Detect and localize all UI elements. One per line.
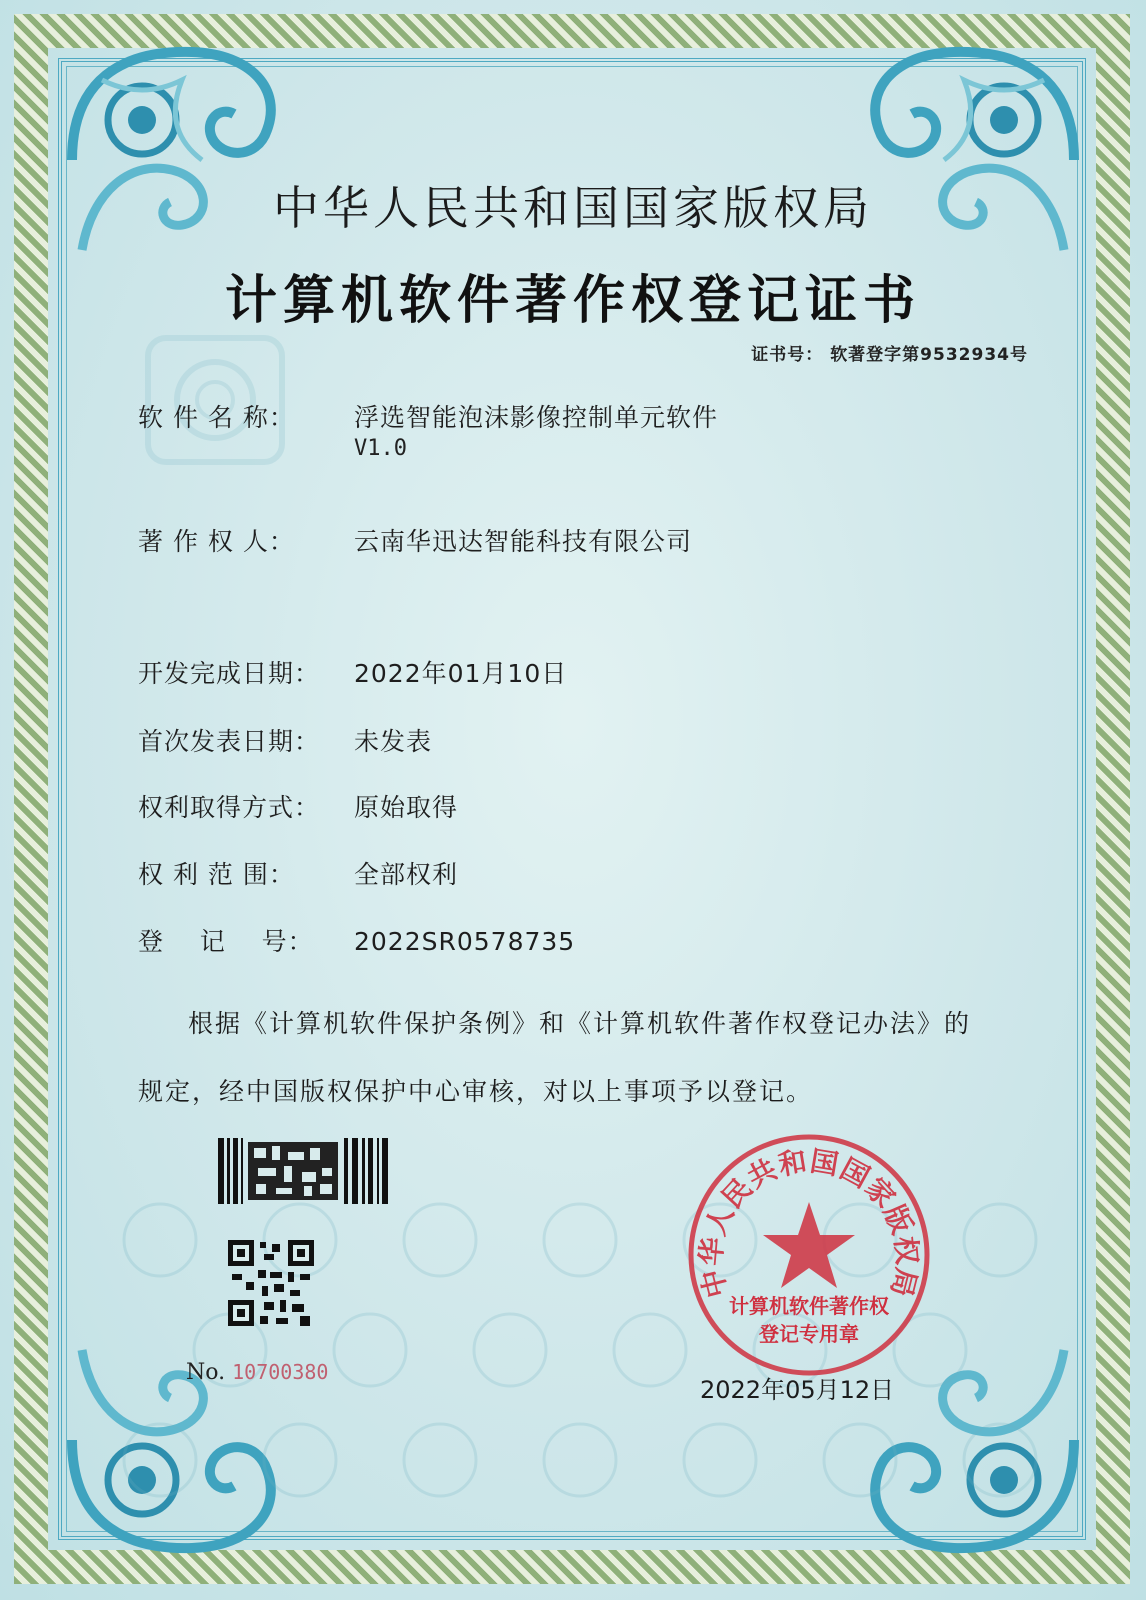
statement-line-1: 根据《计算机软件保护条例》和《计算机软件著作权登记办法》的 <box>188 1009 972 1038</box>
field-completion-date <box>138 654 567 690</box>
issue-date: 2022年05月12日 <box>700 1376 895 1404</box>
field-rights-scope <box>138 855 458 891</box>
certificate-number <box>751 340 1028 365</box>
field-value: 云南华迅达智能科技有限公司 <box>354 527 693 556</box>
field-acquisition-method <box>138 788 458 824</box>
seal-line-2: 登记专用章 <box>759 1322 859 1346</box>
qr-code-icon <box>228 1240 314 1326</box>
field-value: 未发表 <box>354 727 433 756</box>
field-publication-date <box>138 722 432 758</box>
field-label: 首次发表日期： <box>138 727 321 756</box>
field-software-name <box>138 398 718 434</box>
field-label: 著 作 权 人： <box>138 527 295 556</box>
certificate-number-label: 证书号： <box>751 345 824 365</box>
statement-line-2: 规定，经中国版权保护中心审核，对以上事项予以登记。 <box>138 1077 814 1106</box>
field-copyright-owner <box>138 522 692 558</box>
field-label: 权 利 范 围： <box>138 860 295 889</box>
field-label: 权利取得方式： <box>138 793 321 822</box>
serial-number <box>186 1360 328 1385</box>
barcode-icon <box>218 1138 388 1204</box>
field-value: 2022SR0578735 <box>354 927 576 956</box>
field-label: 软 件 名 称： <box>138 403 295 432</box>
certificate-number-value: 软著登字第9532934号 <box>830 345 1028 365</box>
certificate-title: 计算机软件著作权登记证书 <box>224 270 921 331</box>
field-value: 全部权利 <box>354 860 459 889</box>
seal-star-icon <box>763 1202 855 1288</box>
field-value: 浮选智能泡沫影像控制单元软件 <box>354 403 719 432</box>
field-value: 原始取得 <box>354 793 459 822</box>
seal-line-1: 计算机软件著作权 <box>729 1294 889 1318</box>
software-version: V1.0 <box>354 436 407 461</box>
serial-prefix: No. <box>186 1360 226 1385</box>
seal-arc-text: 中华人民共和国国家版权局 <box>694 1144 924 1301</box>
field-value: 2022年01月10日 <box>354 659 568 688</box>
serial-value: 10700380 <box>232 1360 329 1384</box>
field-label: 登 记 号： <box>138 927 314 956</box>
official-seal <box>686 1132 932 1378</box>
issuing-authority: 中华人民共和国国家版权局 <box>273 181 873 235</box>
field-registration-number <box>138 922 575 958</box>
field-label: 开发完成日期： <box>138 659 321 688</box>
